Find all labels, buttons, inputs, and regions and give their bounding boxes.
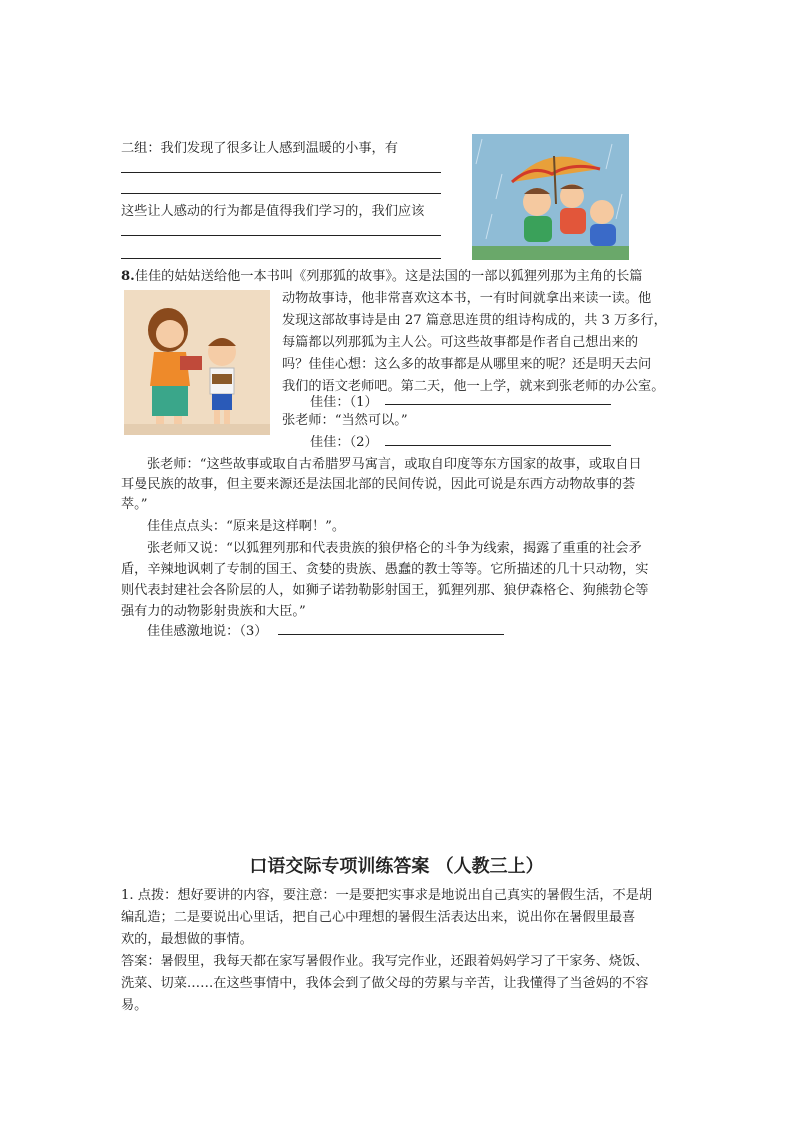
q8-line-5: 吗？佳佳心想：这么多的故事都是从哪里来的呢？还是明天去问 xyxy=(282,357,652,372)
jiajia-nod: 佳佳点点头：“原来是这样啊！”。 xyxy=(147,519,346,534)
answer-line-3[interactable] xyxy=(278,634,504,635)
teacher-student-illustration xyxy=(124,290,270,435)
answer-p1-line-1: 1. 点拨：想好要讲的内容，要注意：一是要把实事求是地说出自己真实的暑假生活，不是胡 xyxy=(121,888,653,903)
answer-line-1[interactable] xyxy=(385,404,611,405)
dialogue-jiajia-2: 佳佳：（2） xyxy=(310,435,378,450)
teacher-more-line-1: 张老师又说：“以狐狸列那和代表贵族的狼伊格仑的斗争为线索，揭露了重重的社会矛 xyxy=(147,541,642,556)
teacher-more-line-2: 盾，辛辣地讽刺了专制的国王、贪婪的贵族、愚蠢的教士等等。它所描述的几十只动物，实 xyxy=(121,562,649,577)
q8-line-3: 发现这部故事诗是由 27 篇意思连贯的组诗构成的，共 3 万多行， xyxy=(282,313,667,328)
answer-line-2[interactable] xyxy=(385,445,611,446)
answer-line[interactable] xyxy=(121,193,441,194)
dialogue-teacher-1: 张老师：“当然可以。” xyxy=(282,413,408,428)
question-number: 8. xyxy=(121,269,135,284)
answer-p1-line-2: 编乱造；二是要说出心里话，把自己心中理想的暑假生活表达出来，说出你在暑假里最喜 xyxy=(121,910,636,925)
teacher-answer-line-2: 耳曼民族的故事，但主要来源还是法国北部的民间传说，因此可说是东西方动物故事的荟 xyxy=(121,477,636,492)
teacher-more-line-4: 强有力的动物影射贵族和大臣。” xyxy=(121,604,306,619)
answers-title: 口语交际专项训练答案 （人教三上） xyxy=(249,856,544,877)
group2-line1: 二组：我们发现了很多让人感到温暖的小事，有 xyxy=(121,141,398,156)
teacher-more-line-3: 则代表封建社会各阶层的人，如狮子诺勃勒影射国王，狐狸列那、狼伊森格仑、狗熊勃仑等 xyxy=(121,583,649,598)
q8-line-6: 我们的语文老师吧。第二天，他一上学，就来到张老师的办公室。 xyxy=(282,379,665,394)
answer-p2-line-3: 易。 xyxy=(121,998,148,1013)
answer-p2-line-2: 洗菜、切菜……在这些事情中，我体会到了做父母的劳累与辛苦，让我懂得了当爸妈的不容 xyxy=(121,976,649,991)
q8-line-2: 动物故事诗，他非常喜欢这本书，一有时间就拿出来读一读。他 xyxy=(282,291,652,306)
teacher-answer-line-1: 张老师：“这些故事或取自古希腊罗马寓言，或取自印度等东方国家的故事，或取自日 xyxy=(147,457,642,472)
umbrella-children-illustration xyxy=(472,134,629,260)
answer-p1-line-3: 欢的，最想做的事情。 xyxy=(121,932,253,947)
q8-line-4: 每篇都以列那狐为主人公。可这些故事都是作者自己想出来的 xyxy=(282,335,639,350)
jiajia-thanks: 佳佳感激地说：（3） xyxy=(147,624,268,639)
answer-line[interactable] xyxy=(121,258,441,259)
teacher-answer-line-3: 萃。” xyxy=(121,497,148,512)
answer-line[interactable] xyxy=(121,235,441,236)
dialogue-jiajia-1: 佳佳：（1） xyxy=(310,395,378,410)
group2-line2: 这些让人感动的行为都是值得我们学习的，我们应该 xyxy=(121,204,425,219)
answer-p2-line-1: 答案：暑假里，我每天都在家写暑假作业。我写完作业，还跟着妈妈学习了干家务、烧饭、 xyxy=(121,954,649,969)
answer-line[interactable] xyxy=(121,172,441,173)
q8-line-1: 佳佳的姑姑送给他一本书叫《列那狐的故事》。这是法国的一部以狐狸列那为主角的长篇 xyxy=(134,269,643,284)
